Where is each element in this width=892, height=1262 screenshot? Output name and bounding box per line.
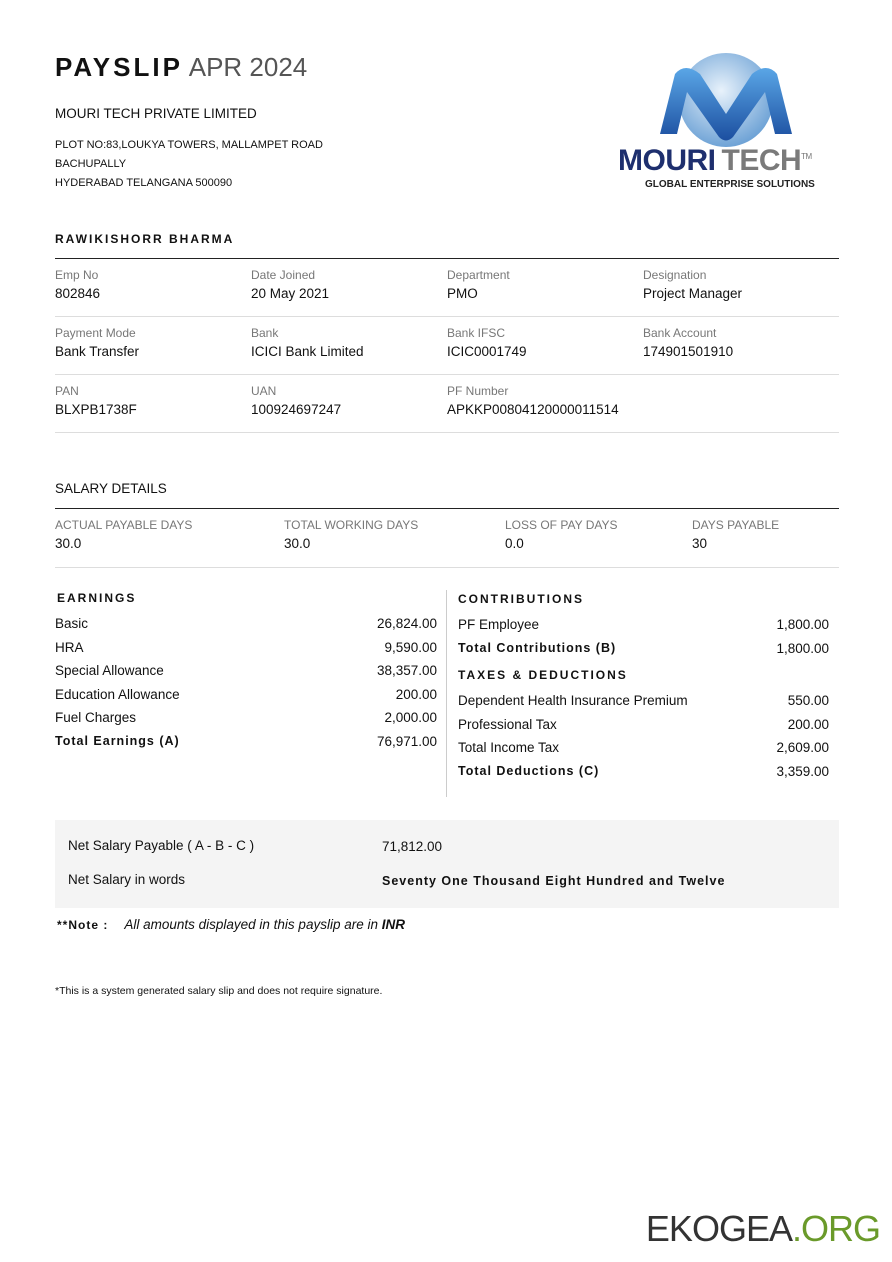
- deduction-amount: 2,609.00: [776, 740, 829, 755]
- address-line: BACHUPALLY: [55, 158, 127, 170]
- deduction-label: Dependent Health Insurance Premium: [458, 693, 688, 708]
- logo-word-mouri: MOURI: [618, 144, 716, 177]
- field-label: Date Joined: [251, 268, 316, 282]
- field-value: 100924697247: [251, 402, 342, 417]
- uan: [251, 375, 447, 432]
- field-label: Designation: [643, 268, 707, 282]
- field-value: 802846: [55, 286, 101, 301]
- deductions-title: TAXES & DEDUCTIONS: [458, 668, 628, 682]
- contributions-title: CONTRIBUTIONS: [458, 592, 584, 606]
- deduction-row: [458, 717, 829, 741]
- earning-amount: 2,000.00: [384, 710, 437, 725]
- total-amount: 1,800.00: [776, 640, 829, 656]
- earning-row: [55, 616, 437, 640]
- note-text: All amounts displayed in this payslip are in: [124, 917, 382, 932]
- note-currency: INR: [381, 917, 405, 932]
- field-value: APKKP00804120000011514: [447, 402, 619, 417]
- designation: [643, 259, 839, 316]
- earning-label: Special Allowance: [55, 663, 164, 678]
- contribution-amount: 1,800.00: [776, 617, 829, 632]
- net-salary-label: Net Salary Payable ( A - B - C ): [68, 838, 255, 853]
- field-label: PF Number: [447, 384, 509, 398]
- earning-row: [55, 687, 437, 711]
- company-logo: [615, 52, 840, 194]
- total-label: Total Deductions (C): [458, 763, 600, 778]
- field-value: 30.0: [284, 536, 311, 551]
- net-salary-amount: 71,812.00: [382, 839, 443, 854]
- field-value: Project Manager: [643, 286, 743, 301]
- salary-details: [55, 508, 839, 568]
- contribution-label: PF Employee: [458, 617, 540, 632]
- address-line: HYDERABAD TELANGANA 500090: [55, 177, 233, 189]
- field-label: Emp No: [55, 268, 99, 282]
- field-value: PMO: [447, 286, 478, 301]
- earning-amount: 26,824.00: [376, 616, 437, 631]
- department: [447, 259, 643, 316]
- note-prefix: **Note :: [57, 918, 109, 932]
- field-label: PAN: [55, 384, 79, 398]
- days-payable: [692, 509, 832, 567]
- total-label: Total Earnings (A): [55, 733, 180, 748]
- field-value: 30: [692, 536, 708, 551]
- loss-of-pay-days: [505, 509, 692, 567]
- date-joined: [251, 259, 447, 316]
- earnings-title: EARNINGS: [57, 591, 137, 605]
- bank-ifsc: [447, 317, 643, 374]
- earning-amount: 38,357.00: [376, 663, 437, 678]
- field-label: Department: [447, 268, 510, 282]
- logo-word-tech: TECH: [721, 144, 802, 177]
- contributions-section: [458, 592, 829, 787]
- title-text: PAYSLIP: [55, 52, 183, 82]
- empty-cell: [643, 375, 839, 432]
- employee-name: RAWIKISHORR BHARMA: [55, 232, 235, 246]
- deduction-amount: 200.00: [787, 716, 829, 732]
- payslip-title: [55, 52, 307, 83]
- net-salary-box: [55, 820, 839, 908]
- field-label: ACTUAL PAYABLE DAYS: [55, 518, 193, 532]
- note: [57, 917, 405, 932]
- earning-row: [55, 663, 437, 687]
- net-salary-words: Seventy One Thousand Eight Hundred and Twelve: [382, 874, 726, 888]
- field-value: 0.0: [505, 536, 524, 551]
- field-value: BLXPB1738F: [55, 402, 137, 417]
- field-label: Bank Account: [643, 326, 717, 340]
- deduction-row: [458, 740, 829, 764]
- earning-label: Fuel Charges: [55, 710, 137, 725]
- column-divider: [446, 590, 447, 797]
- deduction-row: [458, 693, 829, 717]
- details-row: [55, 375, 839, 433]
- actual-payable-days: [55, 509, 284, 567]
- field-value: 20 May 2021: [251, 286, 330, 301]
- pf-number: [447, 375, 643, 432]
- deduction-label: Professional Tax: [458, 716, 557, 732]
- earning-row: [55, 710, 437, 734]
- footer-disclaimer: *This is a system generated salary slip and does not require signature.: [55, 985, 383, 997]
- earning-label: HRA: [55, 639, 84, 655]
- field-label: TOTAL WORKING DAYS: [284, 518, 419, 532]
- watermark-domain: .ORG: [791, 1208, 880, 1249]
- emp-no: [55, 259, 251, 316]
- total-amount: 76,971.00: [376, 733, 437, 749]
- details-row: [55, 317, 839, 375]
- earning-label: Education Allowance: [55, 686, 180, 702]
- field-label: Bank IFSC: [447, 326, 506, 340]
- total-contributions-row: [458, 641, 829, 665]
- details-row: [55, 259, 839, 317]
- earning-label: Basic: [55, 616, 89, 631]
- deduction-label: Total Income Tax: [458, 740, 560, 755]
- earning-amount: 200.00: [395, 686, 437, 702]
- field-label: UAN: [251, 384, 277, 398]
- watermark: [646, 1208, 880, 1250]
- earnings-section: [55, 591, 437, 757]
- total-label: Total Contributions (B): [458, 640, 617, 655]
- trademark: TM: [801, 152, 812, 161]
- bank: [251, 317, 447, 374]
- field-label: LOSS OF PAY DAYS: [505, 518, 618, 532]
- watermark-text: EKOGEA: [645, 1208, 792, 1249]
- earning-amount: 9,590.00: [384, 639, 437, 655]
- company-address: [55, 136, 323, 193]
- bank-account: [643, 317, 839, 374]
- company-name: MOURI TECH PRIVATE LIMITED: [55, 106, 257, 121]
- earning-row: [55, 640, 437, 664]
- employee-details: [55, 258, 839, 433]
- contribution-row: [458, 617, 829, 641]
- field-label: Bank: [251, 326, 279, 340]
- deduction-amount: 550.00: [787, 693, 829, 708]
- salary-details-title: SALARY DETAILS: [55, 481, 167, 496]
- field-value: Bank Transfer: [55, 344, 140, 359]
- field-label: DAYS PAYABLE: [692, 518, 780, 532]
- total-working-days: [284, 509, 505, 567]
- total-amount: 3,359.00: [776, 763, 829, 779]
- pan: [55, 375, 251, 432]
- total-earnings-row: [55, 734, 437, 758]
- net-words-label: Net Salary in words: [68, 872, 186, 887]
- address-line: PLOT NO:83,LOUKYA TOWERS, MALLAMPET ROAD: [55, 139, 323, 151]
- field-label: Payment Mode: [55, 326, 136, 340]
- pay-period: APR 2024: [188, 52, 308, 82]
- field-value: ICIC0001749: [447, 344, 527, 359]
- field-value: 174901501910: [643, 344, 734, 359]
- field-value: 30.0: [55, 536, 82, 551]
- field-value: ICICI Bank Limited: [251, 344, 364, 359]
- payment-mode: [55, 317, 251, 374]
- logo-tagline: GLOBAL ENTERPRISE SOLUTIONS: [645, 179, 815, 190]
- total-deductions-row: [458, 764, 829, 788]
